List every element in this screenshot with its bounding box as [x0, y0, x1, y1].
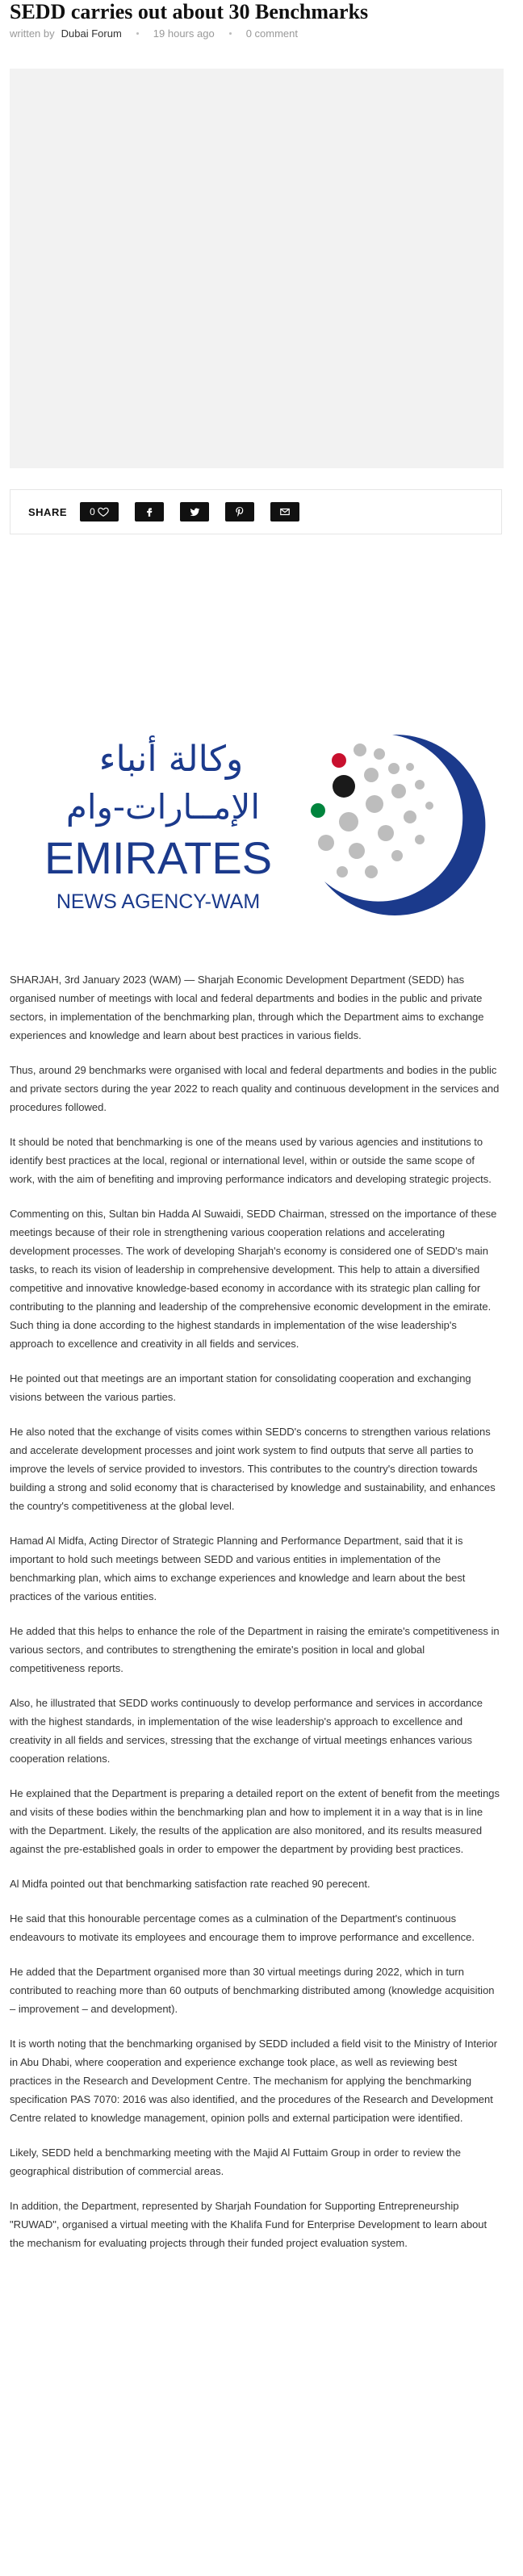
article-paragraph: Hamad Al Midfa, Acting Director of Strategic Planning and Performance Department, said that it is important to hold such meetings between SEDD and various entities in implementation of the benchmarking plan, which aims to exchange experiences and knowledge and learn about the best practices of the various entities.: [10, 1535, 466, 1602]
article-paragraph: He pointed out that meetings are an important station for consolidating cooperation and exchanging visions between the various parties.: [10, 1372, 471, 1403]
share-label: SHARE: [28, 505, 68, 518]
email-icon: [279, 506, 291, 517]
comment-count-link[interactable]: 0 comment: [245, 27, 298, 40]
share-facebook-button[interactable]: [135, 502, 164, 521]
logo-english-line2: NEWS AGENCY-WAM: [56, 890, 261, 913]
featured-image-placeholder: [10, 69, 504, 468]
heart-icon: [98, 506, 109, 517]
share-twitter-button[interactable]: [180, 502, 209, 521]
article-paragraph: Likely, SEDD held a benchmarking meeting with the Majid Al Futtaim Group in order to review the geographical distribution of commercial areas.: [10, 2147, 462, 2177]
article-paragraph: He explained that the Department is preparing a detailed report on the extent of benefit from the meetings and visits of these bodies within the benchmarking plan and how to implement it in a way that is in line with the Department. Likely, the results of the application are also monitored, and its results measured against the pre-established goals in order to empower the department by providing best practices.: [10, 1787, 500, 1855]
article-paragraph: Commenting on this, Sultan bin Hadda Al Suwaidi, SEDD Chairman, stressed on the importance of these meetings because of their role in strengthening various cooperation relations and accelerating development processes. The work of developing Sharjah's economy is considered one of SEDD's main tasks, to reach its vision of leadership in comprehensive development. This help to attain a diversified competitive and innovative knowledge-based economy in accordance with its strategic plan calling for contributing to the planning and leadership of the comprehensive economic development in the emirate. Such thing ia done according to the highest standards in implementation of the wise leadership's approach to excellence and creativity in all fields and services.: [10, 1208, 497, 1350]
meta-separator: [229, 32, 232, 35]
facebook-icon: [144, 506, 155, 517]
article-paragraph: He added that this helps to enhance the role of the Department in raising the emirate's competitiveness in various sectors, and contributes to strengthening the emirate's position in local and global competitiveness reports.: [10, 1625, 500, 1674]
logo-english-line1: EMIRATES: [44, 832, 273, 883]
page-title: SEDD carries out about 30 Benchmarks: [10, 0, 369, 23]
wam-logo-image: [10, 551, 504, 970]
twitter-icon: [189, 506, 200, 517]
article-paragraph: He added that the Department organised more than 30 virtual meetings during 2022, which in turn contributed to reaching more than 60 outputs of benchmarking distributed among (knowledge acquisition – improvement – and development).: [10, 1966, 495, 2015]
article-paragraph: Thus, around 29 benchmarks were organised with local and federal departments and bodies in the public and private sectors during the year 2022 to reach quality and continuous development in the services and procedures followed.: [10, 1064, 500, 1113]
meta-separator: [136, 32, 139, 35]
post-time: 19 hours ago: [153, 27, 215, 40]
article-paragraph: It should be noted that benchmarking is one of the means used by various agencies and institutions to identify best practices at the local, regional or international level, within or outside the same scope of work, with the aim of benefiting and improving performance indicators and developing strategic projects.: [10, 1136, 492, 1185]
share-bar: [10, 489, 502, 534]
article-paragraph: Also, he illustrated that SEDD works continuously to develop performance and services in accordance with the highest standards, in implementation of the wise leadership's approach to excellence and creativity in all fields and services, stressing that the exchange of virtual meetings enhances various cooperation relations.: [10, 1697, 483, 1765]
article-paragraph: He also noted that the exchange of visits comes within SEDD's concerns to strengthen various relations and accelerate development processes and joint work system to find outputs that serve all parties to improve the levels of service provided to investors. This contributes to the country's direction towards building a strong and solid economy that is characterised by knowledge and sustainability, and enhances the country's competitiveness at the global level.: [10, 1426, 496, 1512]
logo-arabic-line2: الإمــارات-وام: [65, 787, 261, 827]
article-paragraph: He said that this honourable percentage comes as a culmination of the Department's continuous endeavours to motivate its employees and encourage them to improve performance and excellence.: [10, 1912, 475, 1943]
share-pinterest-button[interactable]: [225, 502, 254, 521]
article-paragraph: It is worth noting that the benchmarking organised by SEDD included a field visit to the Ministry of Interior in Abu Dhabi, where cooperation and experience exchange took place, as well as reviewing best practices in the Research and Development Centre. The mechanism for applying the benchmarking specification PAS 7070: 2016 was also identified, and the procedures of the Research and Development Centre related to knowledge management, opinion polls and external participation were identified.: [10, 2038, 498, 2124]
post-meta: [10, 27, 513, 40]
pinterest-icon: [234, 506, 245, 517]
like-button[interactable]: [80, 502, 119, 521]
wam-logo: [10, 551, 504, 970]
article-paragraph: Al Midfa pointed out that benchmarking satisfaction rate reached 90 perecent.: [10, 1878, 370, 1890]
logo-emblem: [311, 735, 485, 915]
article-paragraph: SHARJAH, 3rd January 2023 (WAM) — Sharjah Economic Development Department (SEDD) has organised number of meetings with local and federal departments and bodies in the public and private sectors, in implementation of the benchmarking plan, through which the Department aims to exchange experiences and knowledge and learn about best practices in various fields.: [10, 974, 484, 1041]
logo-arabic-line1: وكالة أنباء: [98, 739, 244, 780]
written-by-label: written by: [10, 27, 55, 40]
article-body: [10, 970, 513, 2252]
share-email-button[interactable]: [270, 502, 299, 521]
article-paragraph: In addition, the Department, represented by Sharjah Foundation for Supporting Entrepreneurship "RUWAD", organised a virtual meeting with the Khalifa Fund for Enterprise Development to learn about the mechanism for evaluating projects through their funded project evaluation system.: [10, 2200, 487, 2249]
author-link[interactable]: Dubai Forum: [61, 27, 122, 40]
like-count: 0: [90, 506, 95, 517]
